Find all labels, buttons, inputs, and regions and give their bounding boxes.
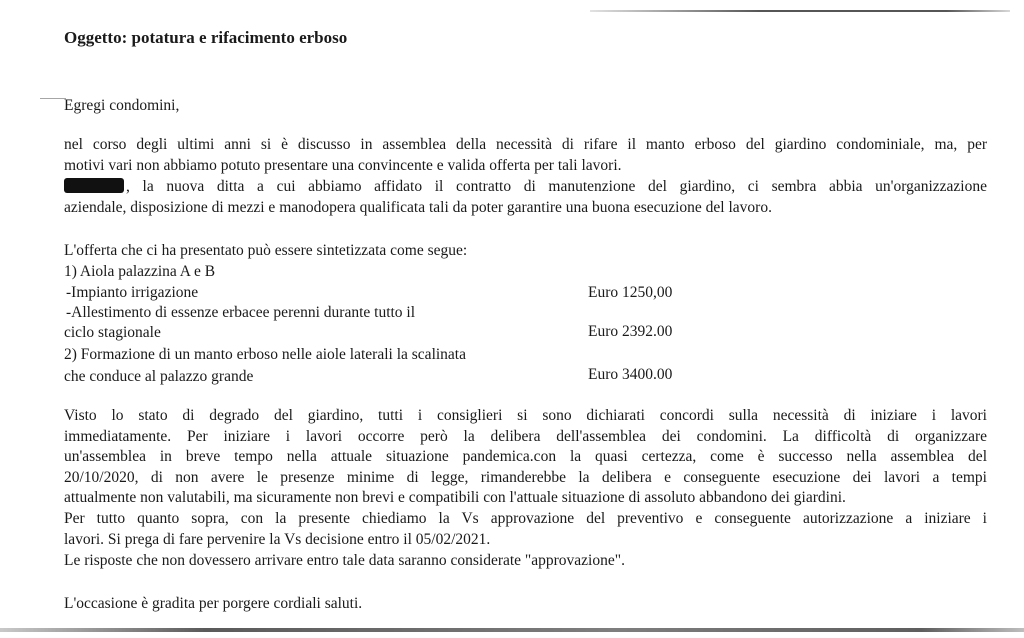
offer-item-desc: 2) Formazione di un manto erboso nelle aiole laterali la scalinata bbox=[64, 346, 466, 363]
offer-intro: L'offerta che ci ha presentato può essere sintetizzata come segue: bbox=[64, 242, 468, 259]
greeting: Egregi condomini, bbox=[64, 97, 180, 114]
intro-line: nel corso degli ultimi anni si è discusso in assemblea della necessità di rifare il manto erboso del giardino condominiale, ma, per bbox=[64, 136, 987, 153]
request-line: Per tutto quanto sopra, con la presente chiediamo la Vs approvazione del preventivo e conseguente autorizzazione a iniziare i bbox=[64, 510, 987, 527]
redaction-mark bbox=[64, 178, 124, 193]
company-line bbox=[64, 177, 987, 198]
offer-amount: Euro 3400.00 bbox=[588, 366, 673, 383]
body-line: Visto lo stato di degrado del giardino, tutti i consiglieri si sono dichiarati concordi sulla necessità di iniziare i lavori bbox=[64, 407, 987, 424]
scan-edge-bottom bbox=[0, 628, 1024, 632]
scan-edge-top bbox=[590, 10, 1010, 12]
body-line: un'assemblea in breve tempo nella attuale situazione pandemica.con la quasi certezza, come è successo nella assemblea del bbox=[64, 448, 987, 465]
body-line: 20/10/2020, di non avere le presenze minime di legge, rimanderebbe la delibera e conseguente esecuzione dei lavori a tempi bbox=[64, 468, 987, 486]
letter-subject: Oggetto: potatura e rifacimento erboso bbox=[64, 28, 348, 47]
body-line: immediatamente. Per iniziare i lavori occorre però la delibera dell'assemblea dei condomini. La difficoltà di organizzare bbox=[64, 427, 987, 445]
body-line: attualmente non valutabili, ma sicuramente non brevi e compatibili con l'attuale situazione di assoluto abbandono dei giardini. bbox=[64, 489, 846, 506]
offer-item-desc: -Impianto irrigazione bbox=[66, 284, 199, 301]
request-line: lavori. Si prega di fare pervenire la Vs decisione entro il 05/02/2021. bbox=[64, 530, 491, 548]
company-line: aziendale, disposizione di mezzi e manodopera qualificata tali da poter garantire una buona esecuzione del lavoro. bbox=[64, 198, 772, 216]
closing: L'occasione è gradita per porgere cordiali saluti. bbox=[64, 595, 363, 612]
intro-paragraph bbox=[64, 135, 987, 176]
deadline-note: Le risposte che non dovessero arrivare entro tale data saranno considerate "approvazione". bbox=[64, 552, 625, 569]
company-paragraph bbox=[64, 177, 987, 218]
offer-item-desc: ciclo stagionale bbox=[64, 324, 161, 341]
offer-amount: Euro 2392.00 bbox=[588, 323, 673, 340]
request-paragraph bbox=[64, 509, 987, 550]
offer-amount: Euro 1250,00 bbox=[588, 284, 673, 301]
body-paragraph bbox=[64, 406, 987, 509]
offer-item-desc: -Allestimento di essenze erbacee perenni durante tutto il bbox=[66, 304, 416, 321]
scan-mark bbox=[40, 98, 66, 99]
company-text: , la nuova ditta a cui abbiamo affidato il contratto di manutenzione del giardino, ci sembra abbia un'organizzazione bbox=[126, 178, 987, 195]
intro-line: motivi vari non abbiamo potuto presentare una convincente e valida offerta per tali lavori. bbox=[64, 156, 622, 174]
offer-item-desc: che conduce al palazzo grande bbox=[64, 368, 254, 385]
offer-item-title: 1) Aiola palazzina A e B bbox=[64, 263, 216, 280]
